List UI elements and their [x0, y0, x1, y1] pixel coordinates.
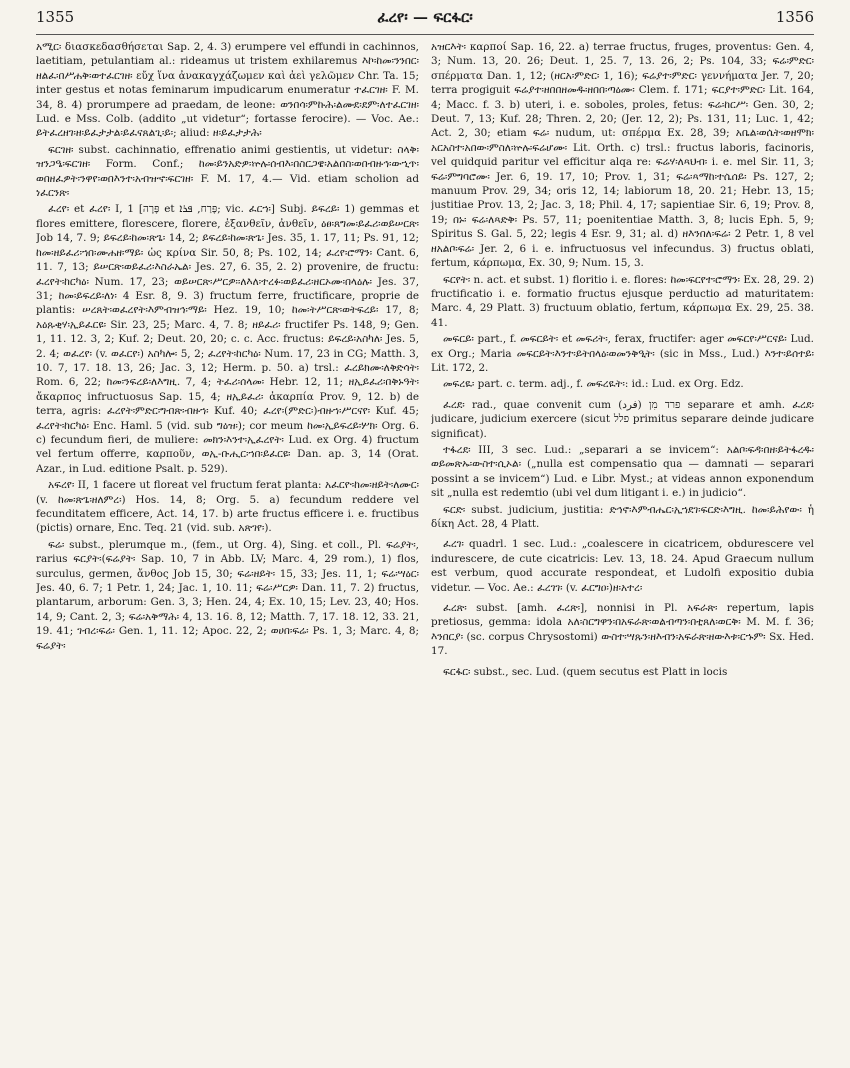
dictionary-entry: ፍሬ፡ subst., plerumque m., (fem., ut Org. 4), Sing. et coll., Pl. ፍሬያት፡, rarius ፍርያት፡(ፍሬያት፡ Sap. 10, 7 in Abb. LV; Marc. 4, 29 rom.), 1) flos, surculus, germen, ἄνθος Job 15, 30; ፍሬ፡ዘይት፡ 15, 33; Jes. 11, 1; ፍሬ፡ሣዕር፡ Jes. 40, 6. 7; 1 Petr. 1, 24; Jac. 1, 10. 11; ፍሬ፡ሥርዎ፡ Dan. 11, 7. 2) fructus, plantarum, arborum: Gen. 3, 3; Hen. 24, 4; Ex. 10, 15; Lev. 23, 40; Hos. 14, 9; Cant. 2, 3; ፍሬ፡አቅማሕ፡ 4, 13. 16. 8, 12; Matth. 7, 17. 18. 12, 33. 21, 19. 41; ገብረ፡ፍሬ፡ Gen. 1, 11. 12; Apoc. 22, 2; ወሀበ፡ፍሬ፡ Ps. 1, 3; Marc. 4, 8; ፍሬያት፡	[36, 538, 419, 652]
dictionary-entry: ፈረየ፡ et ፈረየ፡ I, 1 [פָּרָה et פָּרַח, ܦܪܐ; vic. ፈርኀ፡] Subj. ይፍረይ፡ 1) gemmas et flores emittere, florescere, florere, ἐξανθεῖν, ἀνθεῖν, ዕፀ፡ጸግመ፡ይፈሪ፡ወይሠርጽ፡ Job 14, 7. 9; ይፍረይ፡ከመ፡ጽጌ፡ 14, 2; ይፍረይ፡ከመ፡ጽጌ፡ Jes. 35, 1. 17, 11; Ps. 91, 12; ከመ፡ዘይፈሪ፡ኀበ፡ሙሐዘ፡ማይ፡ ὡς κρίνα Sir. 50, 8; Ps. 102, 14; ፈረየ፡ሮማን፡ Cant. 6, 11. 7, 13; ይሠርጽ፡ወይፈሪ፡እስራኤል፡ Jes. 27, 6. 35, 2. 2) provenire, de fructu: ፈረየት፡ከርካዕ፡ Num. 17, 23; ወይሠርጽ፡ሥርዎ፡፡ለእለ፡ተረፉ፡ወይፈሪ፡ዘርኦሙ፡በላዕሉ፡ Jes. 37, 31; ከመ፡ይፍረይ፡ለነ፡ 4 Esr. 8, 9. 3) fructum ferre, fructificare, proprie de plantis: ሠረጸት፡ወፈረየት፡እምብዝኅ፡ማይ፡ Hez. 19, 10; ከመ፡ትሥርጽ፡ወትፍረይ፡ 17, 8; አዕጹቂሃ፡ኢይፈርዩ፡ Sir. 23, 25; Marc. 4, 7. 8; ዘይፈሪ፡ fructifer Ps. 148, 9; Gen. 1, 11. 12. 3, 2; Kuf. 2; Deut. 20, 20; c. c. Acc. fructus: ይፍረይ፡አስካለ፡ Jes. 5, 2. 4; ወፈረየ፡ (v. ወፈርየ፡) አስካሎ፡ 5, 2; ፈረየት፡ከርካዕ፡ Num. 17, 23 in CG; Matth. 3, 10. 7, 17. 18. 13, 26; Jac. 3, 12; Herm. p. 50. a) trsl.: ፈረይክሙ፡ለቅድሳት፡ Rom. 6, 22; ከመ፡ንፍረይ፡ለእግዚ. 7, 4; ትፈሪ፡ሰላመ፡ Hebr. 12, 11; ዘኢይፈሪ፡በቅኑዓት፡ ἄκαρπος infructuosus Sap. 15, 4; ዘኢይፈሪ፡ ἀκαρπία Prov. 9, 12. b) de terra, agris: ፈረየት፡ምድር፡ግብጽ፡ብዙኀ፡ Kuf. 40; ፈረየ፡(ምድር፡)ብዙኀ፡ሥርናየ፡ Kuf. 45; ፈረየት፡ከርካዕ፡ Enc. Haml. 5 (vid. sub ግዕዝ፡); cor meum ከመ፡ኢይፍረይ፡ሦክ፡ Org. 6. c) fecundum fieri, de muliere: መክን፡እንተ፡ኢፈረየት፡ Lud. ex Org. 4) fructum vel fertum offerre, καρποῦν, ወኢ-ቡሒር፡ኀበ፡ይፈርዩ፡ Dan. ap. 3, 14 (Orat. Azar., in Lud. editione Psalt. p. 529).	[36, 203, 419, 475]
right-column	[431, 40, 814, 1060]
dictionary-entry: ፍርፋር፡ subst., sec. Lud. (quem secutus est Platt in locis	[443, 665, 728, 678]
dictionary-entry: አሚር፡ διασκεδασθήσεται Sap. 2, 4. 3) erumpere vel effundi in cachinnos, laetitiam, petulantiam al.: rideamus ut tristem exhilaremus እኮ፡ከመ፡ንንበር፡ዘልፈ፡በሥሐቅ፡ወተፈርገዘ፡ εὔχ ἵνα ἀνακαγχάζωμεν καὶ ἀεὶ γελῶμεν Chr. Ta. 15; inter gestus et notas feminarum impudicarum enumeratur ተፈርገዘ፡ F. M. 34, 8. 4) prorumpere ad praedam, de leone: ወንበሳ፡ምኩሕ፡ልሙደ፡ደም፡ለተፈርገዘ፡ Lud. e Mss. Colb. (addito „ut videtur“; fortasse ferocire). — Voc. Ae.: ይትፈረዘገ፡ዘ፡ይፈታታል፡ይፈናጸልጊ፡ይ፡; aliud: ዘ፡ይፈታታሕ፡	[36, 41, 419, 140]
dictionary-entry: ፍርየት፡ n. act. et subst. 1) floritio i. e. flores: ከመ፡ፍርየተ፡ሮማን፡ Ex. 28, 29. 2) fructificatio i. e. formatio fructus ejusque perductio ad maturitatem: Marc. 4, 29 Platt. 3) fructuum oblatio, fertum, κάρπωμα Ex. 29, 25. 38. 41.	[431, 273, 814, 329]
dictionary-entry: ፍርድ፡ subst. judicium, justitia: ድኅኖ፡እምብሔር፡ኢኀደገ፡ፍርድ፡እግዚ. ከመ፡ይሕየው፡ ἡ δίκη Act. 28, 4 Platt.	[431, 503, 814, 530]
dictionary-entry: መፍርይ፡ part., f. መፍርይት፡ et መፍሪት፡, ferax, fructifer: ager መፍርየ፡ሥርናይ፡ Lud. ex Org.; Maria መፍርይት፡እንተ፡ይትበላዕ፡ወመንቅዒት፡ (sic in Mss., Lud.) እንተ፡ይሰተይ፡ Lit. 172, 2.	[431, 333, 814, 374]
dictionary-entry: ተፋረደ፡ III, 3 sec. Lud.: „separari a se invicem“: አልቦ፡ፍዳ፡በዘ፡ይትፋረዱ፡ወይመጽኡ፡ውስተ፡ሲኦል፡ („nulla est compensatio qua — damnati — separari possint a se invicem“) Lud. e Libr. Myst.; at videas annon exponendum sit „nulla est redemtio (ubi vel dum litigant i. e.) in judicio“.	[431, 443, 814, 500]
left-column	[36, 40, 419, 1060]
dictionary-entry: አዝርእት፡ καρποί Sap. 16, 22. a) terrae fructus, fruges, proventus: Gen. 4, 3; Num. 13, 20. 26; Deut. 1, 25. 7, 13. 26, 2; Ps. 104, 33; ፍሬ፡ምድር፡ σπέρματα Dan. 1, 12; (ዘርአ፡ምድር፡ 1, 16); ፍሬያተ፡ምድር፡ γεννήματα Jer. 7, 20; terra progiguit ፍሬያተ፡ዘበበዘመዱ፡ዘበበ፡ጣዕሙ፡ Clem. f. 171; ፍርያተ፡ምድር፡ Lit. 164, 4; Macc. f. 3. b) uteri, i. e. soboles, proles, fetus: ፍሬ፡ከርሥ፡ Gen. 30, 2; Deut. 7, 13; Kuf. 28; Thren. 2, 20; (Jer. 12, 2); Ps. 131, 11; Luc. 1, 42; Act. 2, 30; etiam ፍሬ፡ nudum, ut: σπέρμα Ex. 28, 39; አቤል፡ወሴት፡ወዘሞክ፡አርአስተ፡አበው፡ምስለ፡ኵሉ፡ፍሬሆሙ፡ Lit. Orth. c) trsl.: fructus laboris, facinoris, vel quidquid paritur vel efficitur alqa re: ፍሬሃ፡ለጻህብ፡ i. e. mel Sir. 11, 3; ፍሬ፡ምግባሮሙ፡ Jer. 6, 19. 17, 10; Prov. 1, 31; ፍሬ፡ጻማከ፡ተሴሰይ፡ Ps. 127, 2; manuum Prov. 29, 34; oris 12, 14; labiorum 18, 20. 21; Hebr. 13, 15; justitiae Prov. 13, 2; Jac. 3, 18; Phil. 4, 17; sapientiae Sir. 6, 19; Prov. 8, 19; በኑ፡ ፍሬ፡ለጻድቅ፡ Ps. 57, 11; poenitentiae Matth. 3, 8; lucis Eph. 5, 9; Spiritus S. Gal. 5, 22; legis 4 Esr. 9, 31; al. d) ዘእንበለ፡ፍሬ፡ 2 Petr. 1, 8 vel ዘአልቦ፡ፍሬ፡ Jer. 2, 6 i. e. infructuosus vel infecundus. 3) fructus oblati, fertum, κάρπωμα, Ex. 30, 9; Num. 15, 3.	[431, 41, 814, 270]
dictionary-entry: ፈረደ፡ rad., quae convenit cum פרד מִן (فرد) separare et amh. ፈረደ፡ judicare, judicium exercere (sicut פלל primitus separare deinde judicare significat).	[431, 398, 814, 440]
dictionary-entry: ፍርገዘ፡ subst. cachinnatio, effrenatio animi gestientis, ut videtur: ስላቅ፡ዝንጋዔ፡ፍርገዘ፡ Form. Conf.; ከመ፡ይንአድዎ፡ኵሉ፡ሰብእ፡በስርጋዌ፡አልበስ፡ወበብዙኅ፡ውኂጥ፡ወበዘፈዎት፡ንዋየ፡ወበእንተ፡አብዝኆ፡ፍርገዘ፡ F. M. 17, 4.— Vid. etiam scholion ad ነፈርንጽ፡	[36, 143, 419, 200]
page-header	[36, 8, 814, 32]
dictionary-entry: ፈረጽ፡ subst. [amh. ፈረጽ፡], nonnisi in Pl. አፍራጽ፡ repertum, lapis pretiosus, gemma: idola አለ፡ስርግዋን፡በአፍራጽ፡ወልብጣን፡በቲጸለ፡ወርቅ፡ M. M. f. 36; እንበርያ፡ (sc. corpus Chrysostomi) ውስተ፡ሣጹን፡ዘእብን፡አፍራጽ፡ዘውእቱ፡ርኁም፡ Sx. Hed. 17.	[431, 602, 814, 658]
header-rule	[36, 34, 814, 35]
dictionary-entry: ፈረገ፡ quadrl. 1 sec. Lud.: „coalescere in cicatricem, obdurescere vel indurescere, de cute cicatricis: Lev. 13, 18. 24. Apud Graecum nullum est verbum, quod accurate respondeat, et Ludolfi expositio dubia videtur. — Voc. Ae.: ፈረገገ፡ (v. ፈርግዐ፡)ዘ፡አተረ፡	[431, 538, 814, 594]
dictionary-entry: መፍረዪ፡ part. c. term. adj., f. መፍረዪት፡: id.: Lud. ex Org. Edz.	[443, 378, 744, 391]
page-number-right: 1356	[775, 8, 814, 26]
running-title: ፈረየ፡ — ፍርፋር፡	[377, 8, 473, 26]
dictionary-entry: አፍረየ፡ II, 1 facere ut floreat vel fructum ferat planta: አፈርዮ፡ከመ፡ዘይት፡ለሙር፡ (v. ከመ፡ጽጌ፡ዘለምረ፡) Hos. 14, 8; Org. 5. a) fecundum reddere vel fecunditatem efficere, Act. 14, 17. b) arte fructus efficere i. e. fructibus (pictis) ornare, Enc. Teq. 21 (vid. sub. አጽገየ፡).	[36, 479, 419, 535]
page-number-left: 1355	[36, 8, 75, 26]
